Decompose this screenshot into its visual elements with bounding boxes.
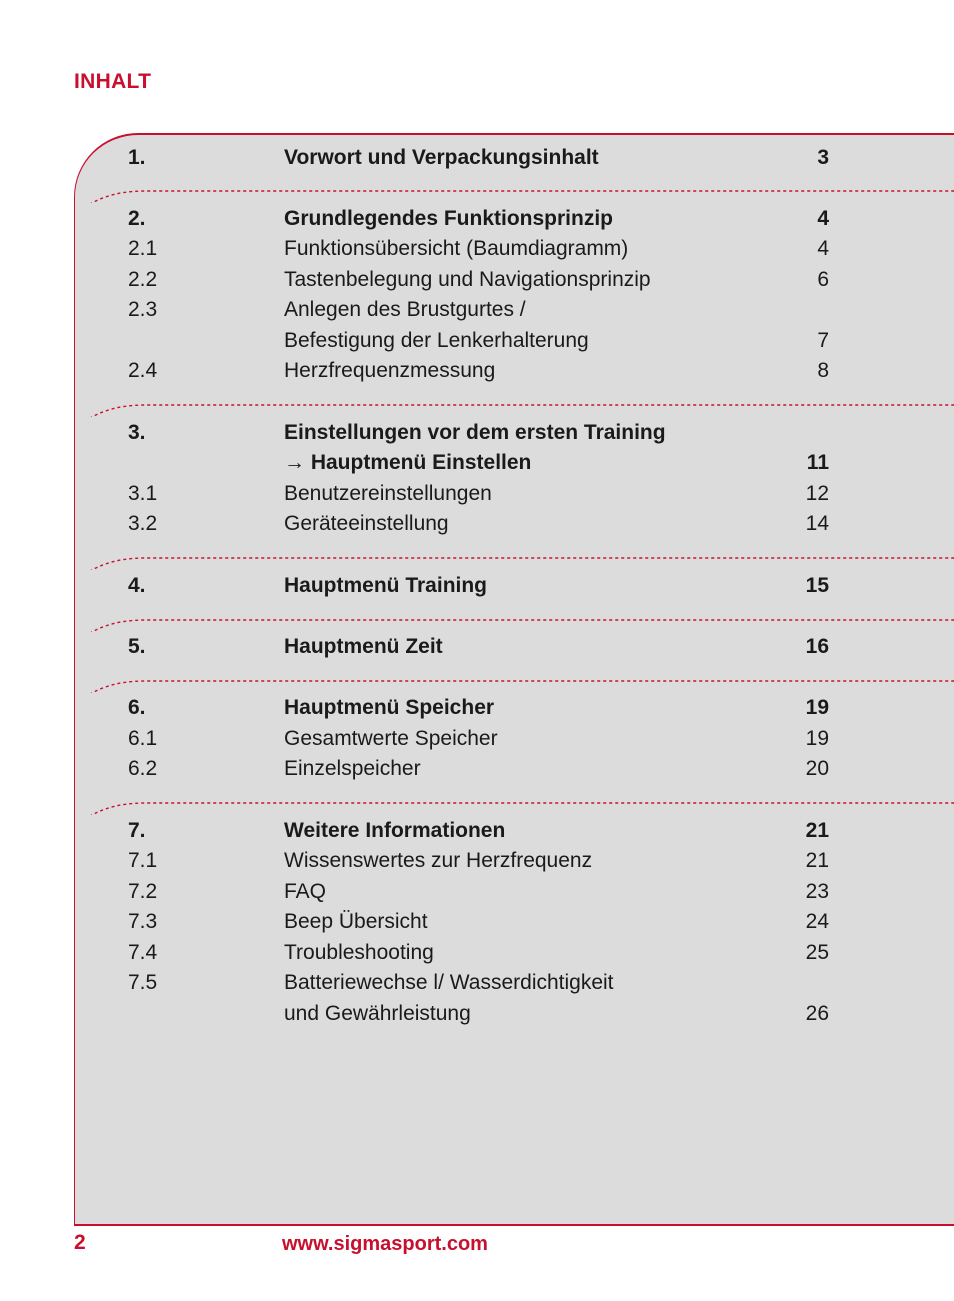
toc-entry[interactable]: [75, 295, 954, 325]
toc-entry-title: Funktionsübersicht (Baumdiagramm): [284, 237, 629, 260]
toc-entry-title: Einstellungen vor dem ersten Training: [284, 421, 666, 444]
toc-entry-title: Weitere Informationen: [284, 819, 506, 842]
toc-entry-title: Grundlegendes Funktionsprinzip: [284, 207, 614, 230]
toc-entry-number: 2.1: [128, 237, 158, 260]
toc-entry[interactable]: [75, 632, 954, 662]
toc-entry[interactable]: [75, 356, 954, 386]
toc-entry-title: Herzfrequenzmessung: [284, 359, 496, 382]
toc-entry-number: 6.2: [128, 757, 158, 780]
toc-entry-title: FAQ: [284, 880, 327, 903]
toc-entry-title: und Gewährleistung: [284, 1002, 471, 1025]
toc-entry-number: 7.4: [128, 941, 158, 964]
toc-entry-title: Hauptmenü Speicher: [284, 696, 495, 719]
toc-entry-page: 26: [805, 1002, 829, 1025]
toc-entry-page: 16: [805, 635, 829, 658]
toc-entry-number: 4.: [128, 574, 146, 597]
toc-entry-title: Gesamtwerte Speicher: [284, 727, 498, 750]
toc-entry-page: 8: [817, 359, 829, 382]
toc-entry-number: 2.3: [128, 298, 158, 321]
toc-entry-title: Vorwort und Verpackungsinhalt: [284, 146, 599, 169]
toc-panel: [74, 133, 954, 1226]
toc-entry-title: Befestigung der Lenkerhalterung: [284, 329, 589, 352]
section-separator: [75, 669, 954, 693]
toc-entry[interactable]: [75, 265, 954, 295]
toc-entry[interactable]: [75, 816, 954, 846]
toc-entry-number: 7.3: [128, 910, 158, 933]
toc-entry-number: 5.: [128, 635, 146, 658]
toc-entry[interactable]: [75, 509, 954, 539]
toc-entry[interactable]: [75, 693, 954, 723]
toc-entry-page: 4: [817, 207, 829, 230]
toc-entry[interactable]: [75, 234, 954, 264]
toc-entry-page: 7: [817, 329, 829, 352]
toc-entry[interactable]: [75, 999, 954, 1029]
toc-entry-title: Tastenbelegung und Navigationsprinzip: [284, 268, 651, 291]
toc-entry-page: 19: [805, 696, 829, 719]
toc-entry-page: 14: [805, 512, 829, 535]
toc-entry-number: 2.: [128, 207, 146, 230]
toc-entry[interactable]: [75, 754, 954, 784]
toc-entry[interactable]: [75, 204, 954, 234]
toc-entry-number: 7.5: [128, 971, 158, 994]
toc-entry-title: Wissenswertes zur Herzfrequenz: [284, 849, 593, 872]
toc-entry-page: 20: [805, 757, 829, 780]
toc-entry-page: 21: [805, 819, 829, 842]
toc-entry[interactable]: [75, 724, 954, 754]
toc-entry-title: Hauptmenü Zeit: [284, 635, 443, 658]
toc-entry-title: Einzelspeicher: [284, 757, 421, 780]
toc-entry-title: Hauptmenü Training: [284, 574, 488, 597]
toc-entry-number: 6.1: [128, 727, 158, 750]
toc-entry-number: 3.2: [128, 512, 158, 535]
toc-entry[interactable]: [75, 846, 954, 876]
toc-entry-number: 7.1: [128, 849, 158, 872]
toc-entry-number: 2.4: [128, 359, 158, 382]
toc-entry-number: 6.: [128, 696, 146, 719]
toc-entry[interactable]: [75, 326, 954, 356]
toc-entry-number: 2.2: [128, 268, 158, 291]
toc-entry-page: 23: [805, 880, 829, 903]
toc-entry-title: Benutzereinstellungen: [284, 482, 492, 505]
toc-entry-page: 4: [817, 237, 829, 260]
toc-entry-number: 7.2: [128, 880, 158, 903]
toc-entry-page: 11: [806, 451, 829, 474]
section-separator: [75, 791, 954, 815]
toc-entry-number: 7.: [128, 819, 146, 842]
toc-entry[interactable]: [75, 968, 954, 998]
toc-entry-page: 15: [805, 574, 829, 597]
website-link[interactable]: www.sigmasport.com: [282, 1233, 488, 1255]
toc-entry[interactable]: [75, 938, 954, 968]
toc-entry-number: 3.: [128, 421, 146, 444]
toc-entry-title: Troubleshooting: [284, 941, 434, 964]
toc-entry-page: 19: [805, 727, 829, 750]
toc-entry[interactable]: [75, 418, 954, 448]
section-separator: [75, 179, 954, 203]
toc-entry-title: Beep Übersicht: [284, 910, 428, 933]
page-heading: INHALT: [74, 70, 152, 93]
toc-entry-title: → Hauptmenü Einstellen: [284, 451, 532, 474]
toc-entry[interactable]: [75, 479, 954, 509]
toc-entry-page: 25: [805, 941, 829, 964]
toc-entry-page: 24: [805, 910, 829, 933]
toc-entry-page: 6: [817, 268, 829, 291]
toc-entry[interactable]: [75, 877, 954, 907]
page-number: 2: [74, 1231, 86, 1254]
toc-entry-page: 3: [817, 146, 829, 169]
toc-entry-page: 12: [805, 482, 829, 505]
section-separator: [75, 393, 954, 417]
toc-entry-title: Anlegen des Brustgurtes /: [284, 298, 526, 321]
toc-entry-number: 1.: [128, 146, 146, 169]
toc-entry-title: Batteriewechse l/ Wasserdichtigkeit: [284, 971, 614, 994]
toc-entry[interactable]: [75, 907, 954, 937]
toc-entry-title: Geräteeinstellung: [284, 512, 449, 535]
section-separator: [75, 546, 954, 570]
toc-entry[interactable]: [75, 571, 954, 601]
toc-entry[interactable]: [75, 448, 954, 478]
toc-entry-number: 3.1: [128, 482, 158, 505]
toc-entry[interactable]: [75, 143, 954, 173]
section-separator: [75, 608, 954, 632]
toc-entry-page: 21: [805, 849, 829, 872]
